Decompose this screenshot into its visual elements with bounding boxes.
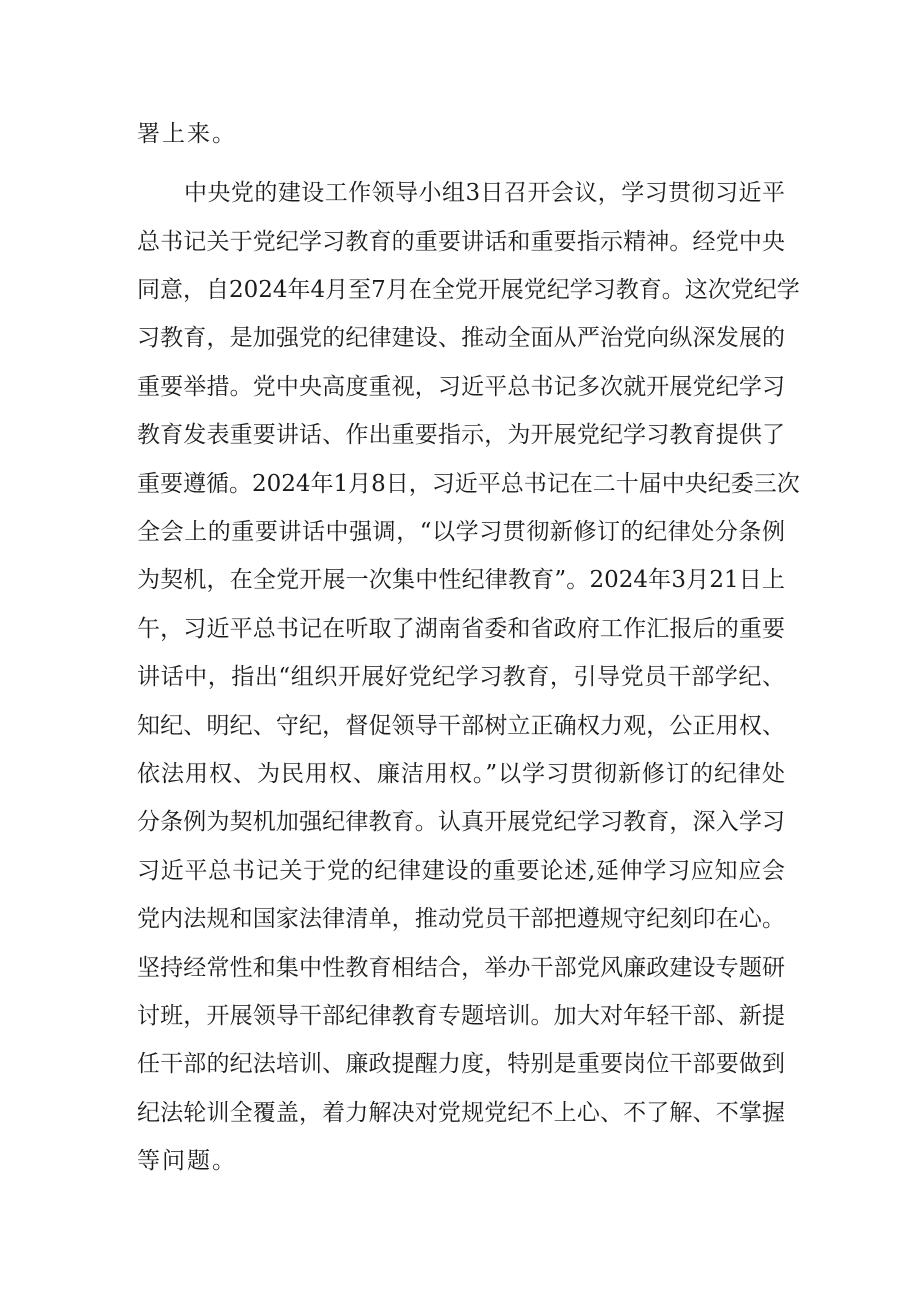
paragraph-2-line-12: 知纪、明纪、守纪，督促领导干部树立正确权力观，公正用权、: [137, 713, 785, 739]
paragraph-2-line-11: 讲话中，指出“组织开展好党纪学习教育，引导党员干部学纪、: [137, 664, 785, 690]
paragraph-2-line-5: 重要举措。党中央高度重视，习近平总书记多次就开展党纪学习: [137, 374, 785, 400]
paragraph-2-line-18: 讨班，开展领导干部纪律教育专题培训。加大对年轻干部、新提: [137, 1003, 785, 1029]
paragraph-2-line-10: 午，习近平总书记在听取了湖南省委和省政府工作汇报后的重要: [137, 616, 785, 642]
paragraph-2-line-19: 任干部的纪法培训、廉政提醒力度，特别是重要岗位干部要做到: [137, 1051, 785, 1077]
paragraph-2-line-15: 习近平总书记关于党的纪律建设的重要论述,延伸学习应知应会: [137, 858, 785, 884]
paragraph-2-line-1: 中央党的建设工作领导小组3日召开会议，学习贯彻习近平: [184, 180, 785, 206]
paragraph-2-line-4: 习教育，是加强党的纪律建设、推动全面从严治党向纵深发展的: [137, 325, 785, 351]
paragraph-2-line-17: 坚持经常性和集中性教育相结合，举办干部党风廉政建设专题研: [137, 955, 785, 981]
paragraph-2-line-6: 教育发表重要讲话、作出重要指示，为开展党纪学习教育提供了: [137, 422, 785, 448]
paragraph-2-line-7: 重要遵循。2024年1月8日，习近平总书记在二十届中央纪委三次: [137, 471, 800, 497]
paragraph-2-line-9: 为契机，在全党开展一次集中性纪律教育”。2024年3月21日上: [137, 567, 785, 593]
paragraph-2-line-16: 党内法规和国家法律清单，推动党员干部把遵规守纪刻印在心。: [137, 906, 785, 932]
paragraph-2-line-21: 等问题。: [137, 1148, 237, 1174]
paragraph-2-line-20: 纪法轮训全覆盖，着力解决对党规党纪不上心、不了解、不掌握: [137, 1100, 785, 1126]
paragraph-2-line-14: 分条例为契机加强纪律教育。认真开展党纪学习教育，深入学习: [137, 809, 785, 835]
paragraph-2-line-3: 同意，自2024年4月至7月在全党开展党纪学习教育。这次党纪学: [137, 277, 800, 303]
paragraph-1-line-1: 署上来。: [137, 121, 237, 147]
paragraph-2-line-8: 全会上的重要讲话中强调，“以学习贯彻新修订的纪律处分条例: [137, 519, 785, 545]
paragraph-2-line-2: 总书记关于党纪学习教育的重要讲话和重要指示精神。经党中央: [137, 229, 785, 255]
paragraph-2-line-13: 依法用权、为民用权、廉洁用权。”以学习贯彻新修订的纪律处: [137, 761, 785, 787]
